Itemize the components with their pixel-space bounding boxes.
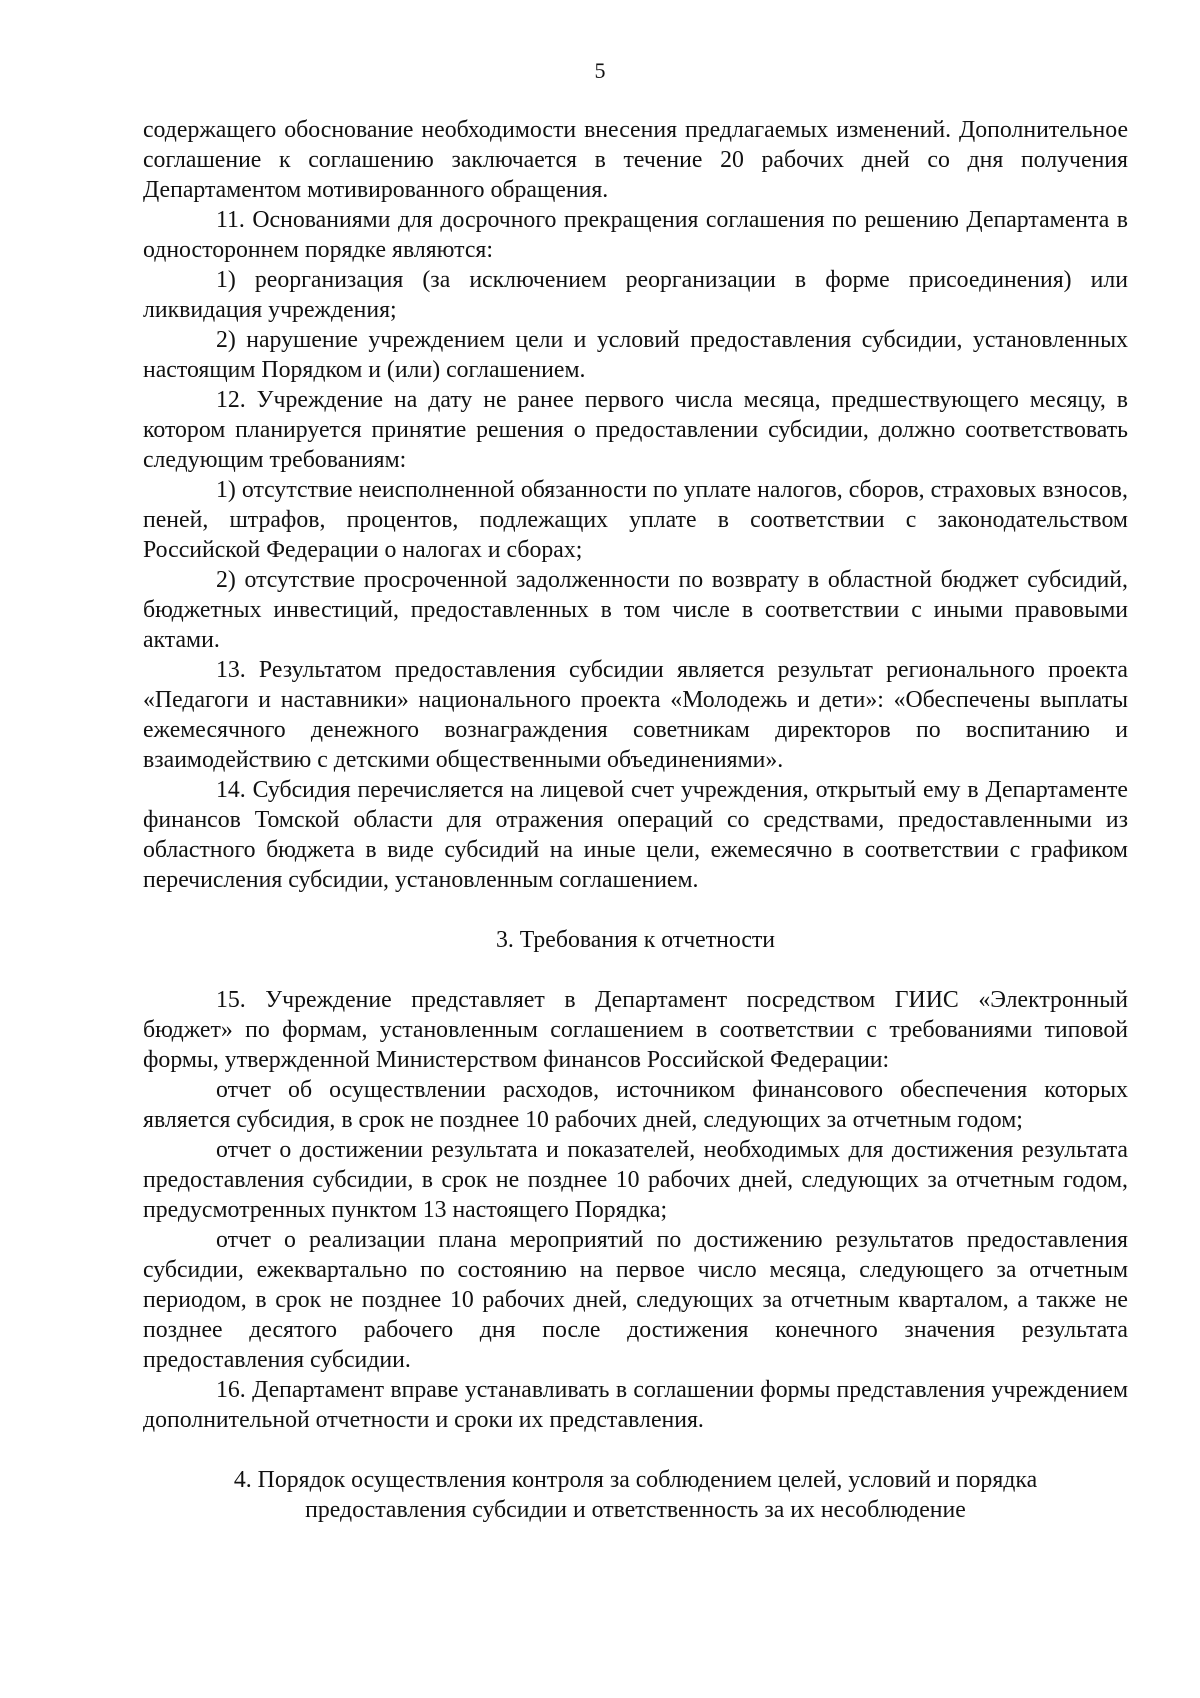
paragraph-15-report-plan: отчет о реализации плана мероприятий по достижению результатов предоставления субсидии, ежеквартально по состоянию на первое число месяца, следующего за отчетным периодом, в срок не позднее 10 рабочих дней, следующих за отчетным кварталом, а также не позднее десятого рабочего дня после достижения конечного значения результата предоставления субсидии. (143, 1227, 1128, 1373)
section-4-heading: 4. Порядок осуществления контроля за соблюдением целей, условий и порядка предоставления субсидии и ответственность за их несоблюдение (233, 1467, 1038, 1523)
page-number: 5 (594, 58, 606, 83)
paragraph-11: 11. Основаниями для досрочного прекращения соглашения по решению Департамента в одностороннем порядке являются: (143, 207, 1128, 263)
paragraph-12-item-2: 2) отсутствие просроченной задолженности по возврату в областной бюджет субсидий, бюджетных инвестиций, предоставленных в том числе в соответствии с иными правовыми актами. (143, 567, 1128, 653)
paragraph-continuation: содержащего обоснование необходимости внесения предлагаемых изменений. Дополнительное соглашение к соглашению заключается в течение 20 рабочих дней со дня получения Департаментом мотивированного обращения. (143, 117, 1128, 203)
document-body (143, 115, 1128, 1525)
paragraph-12-item-1: 1) отсутствие неисполненной обязанности по уплате налогов, сборов, страховых взносов, пеней, штрафов, процентов, подлежащих уплате в соответствии с законодательством Российской Федерации о налогах и сборах; (143, 477, 1128, 563)
paragraph-13: 13. Результатом предоставления субсидии является результат регионального проекта «Педагоги и наставники» национального проекта «Молодежь и дети»: «Обеспечены выплаты ежемесячного денежного вознаграждения советникам директоров по воспитанию и взаимодействию с детскими общественными объединениями». (143, 657, 1128, 773)
paragraph-15-report-expenses: отчет об осуществлении расходов, источником финансового обеспечения которых является субсидия, в срок не позднее 10 рабочих дней, следующих за отчетным годом; (143, 1077, 1128, 1133)
paragraph-15-report-results: отчет о достижении результата и показателей, необходимых для достижения результата предоставления субсидии, в срок не позднее 10 рабочих дней, следующих за отчетным годом, предусмотренных пунктом 13 настоящего Порядка; (143, 1137, 1128, 1223)
paragraph-12: 12. Учреждение на дату не ранее первого числа месяца, предшествующего месяцу, в котором планируется принятие решения о предоставлении субсидии, должно соответствовать следующим требованиям: (143, 387, 1128, 473)
paragraph-11-item-1: 1) реорганизация (за исключением реорганизации в форме присоединения) или ликвидация учреждения; (143, 267, 1128, 323)
paragraph-14: 14. Субсидия перечисляется на лицевой счет учреждения, открытый ему в Департаменте финансов Томской области для отражения операций со средствами, предоставленными из областного бюджета в виде субсидий на иные цели, ежемесячно в соответствии с графиком перечисления субсидии, установленным соглашением. (143, 777, 1128, 893)
paragraph-16: 16. Департамент вправе устанавливать в соглашении формы представления учреждением дополнительной отчетности и сроки их представления. (143, 1377, 1128, 1433)
paragraph-15: 15. Учреждение представляет в Департамент посредством ГИИС «Электронный бюджет» по формам, установленным соглашением в соответствии с требованиями типовой формы, утвержденной Министерством финансов Российской Федерации: (143, 987, 1128, 1073)
paragraph-11-item-2: 2) нарушение учреждением цели и условий предоставления субсидии, установленных настоящим Порядком и (или) соглашением. (143, 327, 1128, 383)
section-3-heading: 3. Требования к отчетности (495, 927, 776, 953)
